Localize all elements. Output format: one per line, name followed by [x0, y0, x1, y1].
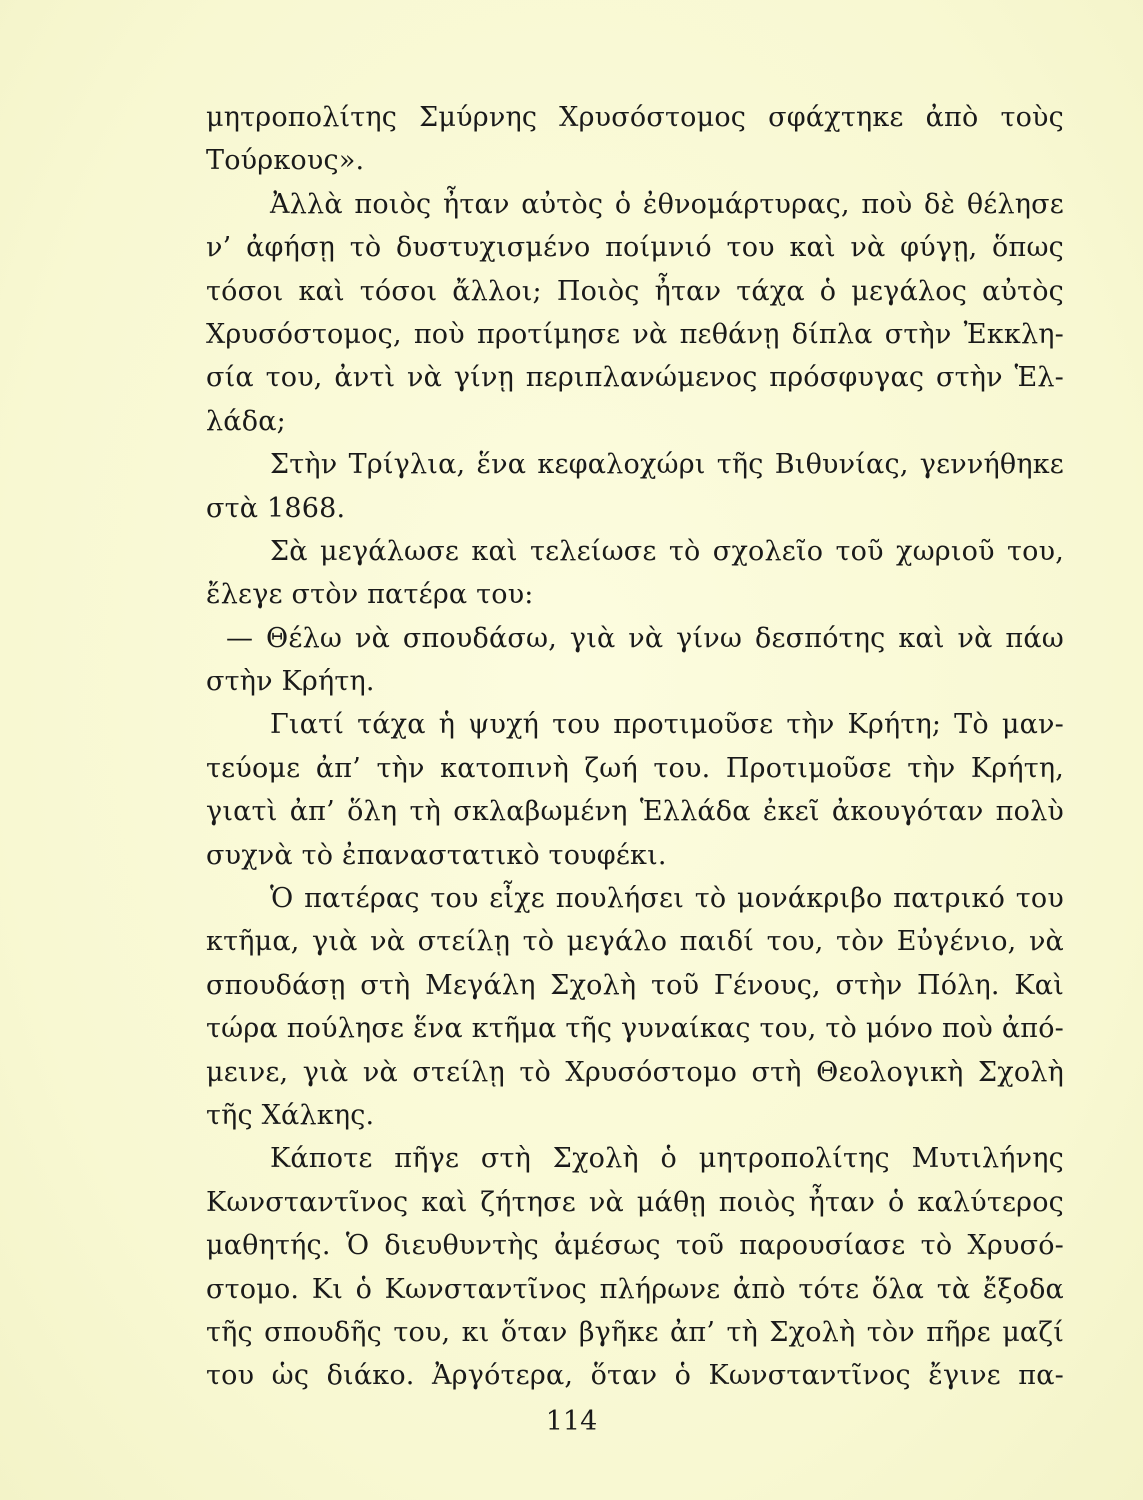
text-line: στομο. Κι ὁ Κωνσταντῖνος πλήρωνε ἀπὸ τότε ὅλα τὰ ἔξοδα [206, 1273, 1064, 1305]
text-line: Γιατί τάχα ἡ ψυχή του προτιμοῦσε τὴν Κρήτη; Τὸ μαν- [270, 709, 1064, 741]
text-line: κτῆμα, γιὰ νὰ στείλῃ τὸ μεγάλο παιδί του, τὸν Εὐγένιο, νὰ [206, 926, 1064, 958]
text-line: μητροπολίτης Σμύρνης Χρυσόστομος σφάχτηκε ἀπὸ τοὺς [206, 102, 1064, 133]
text-line: τεύομε ἀπ’ τὴν κατοπινὴ ζωή του. Προτιμοῦσε τὴν Κρήτη, [206, 752, 1064, 784]
text-line: τώρα πούλησε ἕνα κτῆμα τῆς γυναίκας του, τὸ μόνο ποὺ ἀπό- [206, 1013, 1064, 1045]
text-line: Σὰ μεγάλωσε καὶ τελείωσε τὸ σχολεῖο τοῦ χωριοῦ του, [270, 535, 1064, 567]
text-line: Κωνσταντῖνος καὶ ζήτησε νὰ μάθῃ ποιὸς ἦταν ὁ καλύτερος [206, 1186, 1064, 1218]
text-line: στὰ 1868. [206, 492, 346, 524]
text-line: Ὁ πατέρας του εἶχε πουλήσει τὸ μονάκριβο πατρικό του [270, 883, 1064, 915]
text-line: τόσοι καὶ τόσοι ἄλλοι; Ποιὸς ἦταν τάχα ὁ μεγάλος αὐτὸς [206, 275, 1064, 307]
text-line: μεινε, γιὰ νὰ στείλῃ τὸ Χρυσόστομο στὴ Θεολογικὴ Σχολὴ [206, 1056, 1064, 1088]
text-line: του ὡς διάκο. Ἀργότερα, ὅταν ὁ Κωνσταντῖνος ἔγινε πα- [206, 1360, 1064, 1392]
text-line: σία του, ἀντὶ νὰ γίνῃ περιπλανώμενος πρόσφυγας στὴν Ἑλ- [206, 362, 1064, 394]
text-line: — Θέλω νὰ σπουδάσω, γιὰ νὰ γίνω δεσπότης καὶ νὰ πάω [226, 622, 1064, 654]
text-line: ἔλεγε στὸν πατέρα του: [206, 579, 534, 611]
text-line: στὴν Κρήτη. [206, 666, 375, 698]
text-line: σπουδάσῃ στὴ Μεγάλη Σχολὴ τοῦ Γένους, στὴν Πόλη. Καὶ [206, 969, 1064, 1001]
text-line: Τούρκους». [206, 145, 365, 177]
body-text [206, 96, 1064, 1398]
text-line: μαθητής. Ὁ διευθυντὴς ἀμέσως τοῦ παρουσίασε τὸ Χρυσό- [206, 1230, 1064, 1262]
text-line: Στὴν Τρίγλια, ἕνα κεφαλοχώρι τῆς Βιθυνίας, γεννήθηκε [270, 449, 1064, 481]
page-number: 114 [545, 1406, 598, 1437]
text-line: τῆς σπουδῆς του, κι ὅταν βγῆκε ἀπ’ τὴ Σχολὴ τὸν πῆρε μαζί [206, 1316, 1064, 1348]
text-line: λάδα; [206, 405, 286, 437]
text-line: Κάποτε πῆγε στὴ Σχολὴ ὁ μητροπολίτης Μυτιλήνης [270, 1143, 1064, 1175]
text-line: συχνὰ τὸ ἐπαναστατικὸ τουφέκι. [206, 839, 667, 871]
text-line: Χρυσόστομος, ποὺ προτίμησε νὰ πεθάνῃ δίπλα στὴν Ἐκκλη- [206, 318, 1064, 350]
text-line: ν’ ἀφήσῃ τὸ δυστυχισμένο ποίμνιό του καὶ νὰ φύγῃ, ὅπως [206, 232, 1064, 264]
text-line: Ἀλλὰ ποιὸς ἦταν αὐτὸς ὁ ἐθνομάρτυρας, ποὺ δὲ θέλησε [270, 188, 1064, 220]
text-line: γιατὶ ἀπ’ ὅλη τὴ σκλαβωμένη Ἑλλάδα ἐκεῖ ἀκουγόταν πολὺ [206, 796, 1064, 828]
text-line: τῆς Χάλκης. [206, 1099, 375, 1131]
